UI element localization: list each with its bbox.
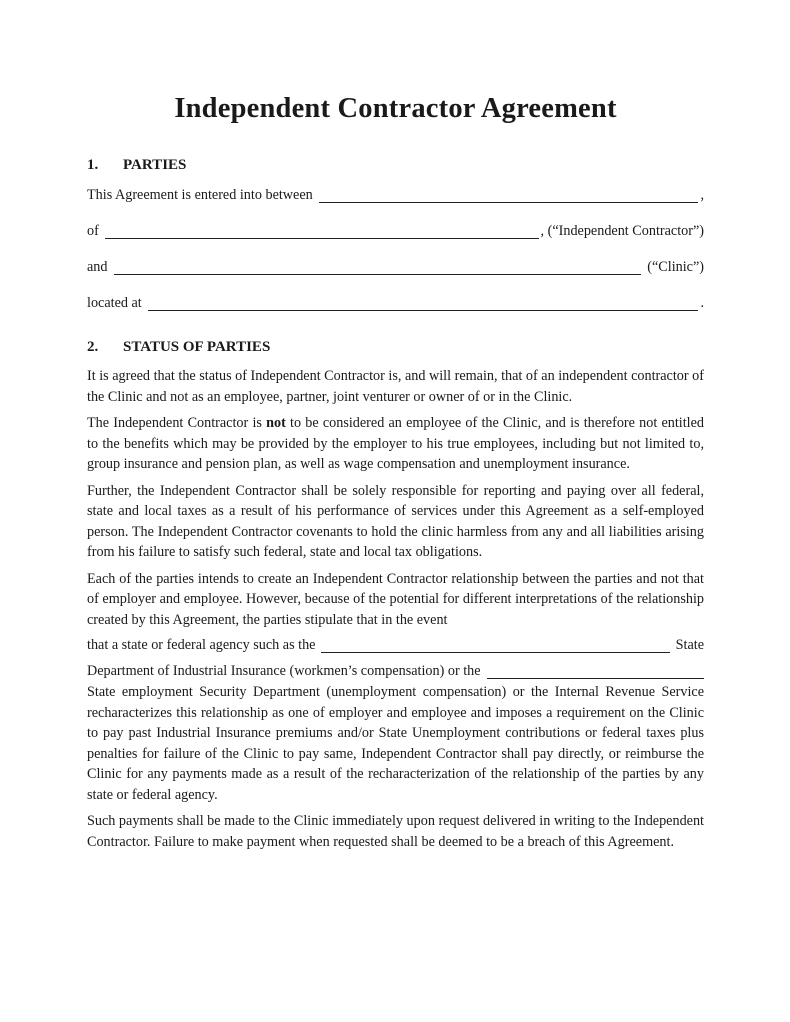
status-paragraph-2-bold-not: not <box>266 415 286 431</box>
located-at-label: located at <box>87 295 142 311</box>
independent-contractor-suffix: , (“Independent Contractor”) <box>540 223 704 239</box>
located-suffix: . <box>700 295 704 311</box>
of-label: of <box>87 223 99 239</box>
between-blank <box>319 189 699 203</box>
document-title: Independent Contractor Agreement <box>174 93 617 124</box>
section-2-number: 2. <box>87 339 99 355</box>
status-paragraph-1: It is agreed that the status of Independent Contractor is, and will remain, that of an independent contractor of the Clinic and not as an employee, partner, joint venturer or owner of or in the Clinic. <box>87 368 704 405</box>
clinic-location-blank <box>148 297 699 311</box>
industrial-insurance-label: Department of Industrial Insurance (workmen’s compensation) or the <box>87 663 481 679</box>
contractor-address-blank <box>105 225 539 239</box>
clinic-name-blank <box>114 261 642 275</box>
status-paragraph-6: Such payments shall be made to the Clinic immediately upon request delivered in writing to the Independent Contractor. Failure to make payment when requested shall be deemed to be a breach of this Agreement. <box>87 813 705 850</box>
status-paragraph-4: Each of the parties intends to create an Independent Contractor relationship between the parties and not that of employer and employee. However, because of the potential for different interpretations of the relationship created by this Agreement, the parties stipulate that in the event <box>87 570 704 628</box>
section-1-number: 1. <box>87 157 99 173</box>
clinic-location-line <box>87 292 704 314</box>
and-label: and <box>87 259 108 275</box>
industrial-insurance-blank <box>487 665 704 679</box>
state-agency-label: that a state or federal agency such as the <box>87 637 316 653</box>
state-agency-suffix: State <box>675 637 704 653</box>
status-paragraph-2 <box>87 413 704 475</box>
section-1-heading <box>87 156 704 175</box>
clinic-suffix: (“Clinic”) <box>647 259 704 275</box>
status-paragraph-5-body: State employment Security Department (unemployment compensation) or the Internal Revenue Service recharacterizes this relationship as one of employer and employee and imposes a requirement on the Clinic to pay past Industrial Insurance premiums and/or State Unemployment contributions or federal taxes plus penalties for failure of the Clinic to pay same, Independent Contractor shall pay directly, or reimburse the Clinic for any payments made as a result of the recharacterization of the relationship of the parties by any state or federal agency. <box>87 684 704 803</box>
section-2-heading <box>87 338 704 357</box>
industrial-insurance-line <box>87 660 704 682</box>
status-paragraph-5 <box>87 660 704 805</box>
clinic-name-line <box>87 256 704 278</box>
section-1-title: PARTIES <box>123 157 187 173</box>
state-agency-line <box>87 634 704 656</box>
status-paragraph-3: Further, the Independent Contractor shall be solely responsible for reporting and paying over all federal, state and local taxes as a result of his performance of services under this Agreement as a self-employed person. The Independent Contractor covenants to hold the clinic harmless from any and all liabilities arising from his failure to satisfy such federal, state and local tax obligations. <box>87 482 704 560</box>
between-suffix: , <box>700 187 704 203</box>
status-paragraph-2-pre: The Independent Contractor is <box>87 415 267 431</box>
between-label: This Agreement is entered into between <box>87 187 313 203</box>
state-agency-blank <box>321 639 669 653</box>
status-paragraph-2-post: to be considered an employee of the Clinic, and is therefore not entitled to the benefits which may be provided by the employer to his true employees, including but not limited to, group insurance and pension plan, as well as wage compensation and unemployment insurance. <box>87 415 705 472</box>
contractor-address-line <box>87 220 704 242</box>
parties-between-line <box>87 184 704 206</box>
section-2-title: STATUS OF PARTIES <box>123 339 271 355</box>
